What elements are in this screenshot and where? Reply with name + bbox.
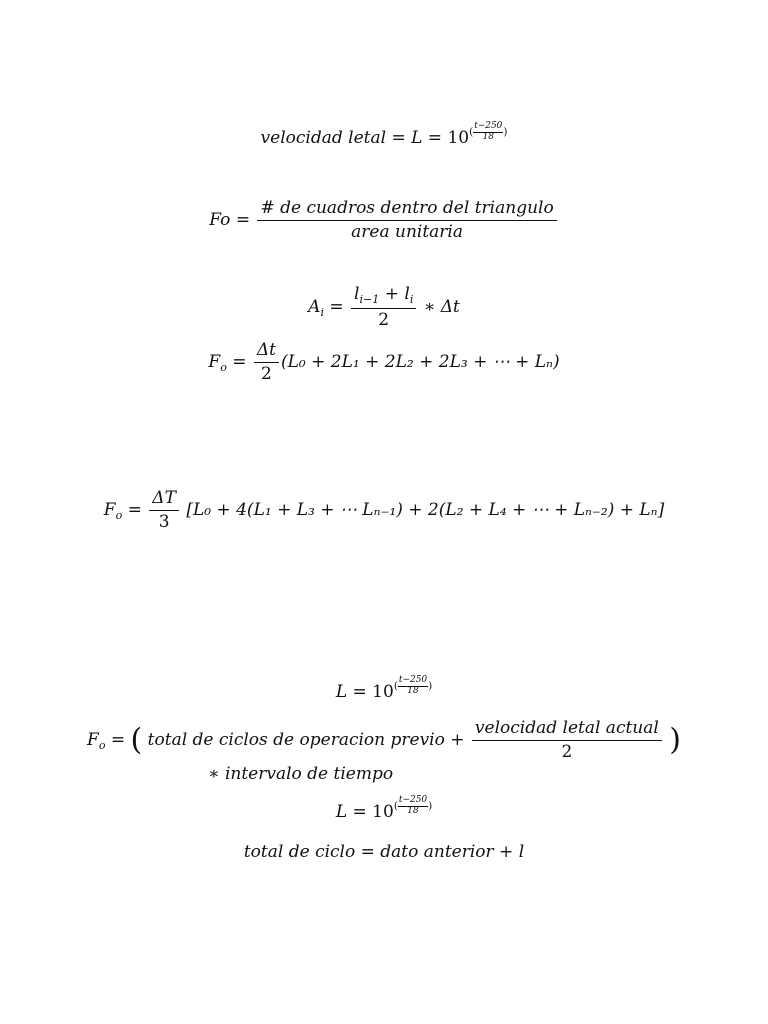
equation-total-cycle: total de ciclo = dato anterior + l [243,842,525,862]
denominator: 2 [378,309,390,330]
denominator: 2 [561,742,573,762]
lhs-symbol: L [411,128,423,148]
fraction [472,720,662,761]
numerator: velocidad letal actual [472,720,662,741]
equation-lethal-velocity: velocidad letal = L = 10( $\frac{t-250}{18}$ ) [260,121,508,148]
fraction [149,490,179,531]
lhs-label: Fo [209,210,231,230]
equation-L-repeat: L = 10( $\frac{t-250}{18}$ ) [335,795,433,822]
numerator: ΔT [149,490,179,511]
equation-fo-simpson: $F_o$ = $\frac{\Delta T}{3}$ [L₀ + 4(L₁ + L₃ + ⋯ Lₙ₋₁) + 2(L₂ + L₄ + ⋯ + Lₙ₋₂) + Lₙ] [103,488,665,532]
equation-area-trapezoid: $A_i$ = $\frac{l_{i-1} + l_i}{2}$ ∗ Δt [308,284,460,330]
exponent: ( $\frac{t-250}{18}$ ) [393,795,433,816]
base: 10 [447,128,470,148]
denominator: 3 [158,512,170,532]
numerator: Δt [254,342,279,363]
equation-fo-squares: Fo = $\frac{\text{\# de cuadros dentro del triangulo}}{\text{area unitaria}}$ [0,200,768,241]
equation-fo-cumulative: $F_o$ = ( total de ciclos de operacion previo + $\frac{\text{velocidad letal actual}}{2}$ ) [87,718,681,762]
equation-fo-trapezoidal: $F_o$ = $\frac{\Delta t}{2}$ (L₀ + 2L₁ + 2L₂ + 2L₃ + ⋯ + Lₙ) [208,340,560,384]
denominator: area unitaria [351,222,464,242]
numerator: # de cuadros dentro del triangulo [257,200,556,221]
fraction [254,342,279,383]
series: [L₀ + 4(L₁ + L₃ + ⋯ Lₙ₋₁) + 2(L₂ + L₄ + ⋯ + Lₙ₋₂) + Lₙ] [186,500,665,520]
series: (L₀ + 2L₁ + 2L₂ + 2L₃ + ⋯ + Lₙ) [281,352,560,372]
lhs-label: velocidad letal [260,128,387,148]
exponent: ( $\frac{t-250}{18}$ ) [469,121,508,142]
cumulative-text: total de ciclos de operacion previo + [147,730,465,750]
exponent: ( $\frac{t-250}{18}$ ) [393,675,433,696]
fraction [257,200,556,241]
numerator: $l_{i-1} + l_i$ [351,286,416,309]
equation-L: L = 10( $\frac{t-250}{18}$ ) [335,675,433,702]
denominator: 2 [261,364,272,384]
equation-fo-cumulative-line2: ∗ intervalo de tiempo [208,764,394,784]
tail: ∗ Δt [423,296,460,317]
fraction [351,286,416,329]
